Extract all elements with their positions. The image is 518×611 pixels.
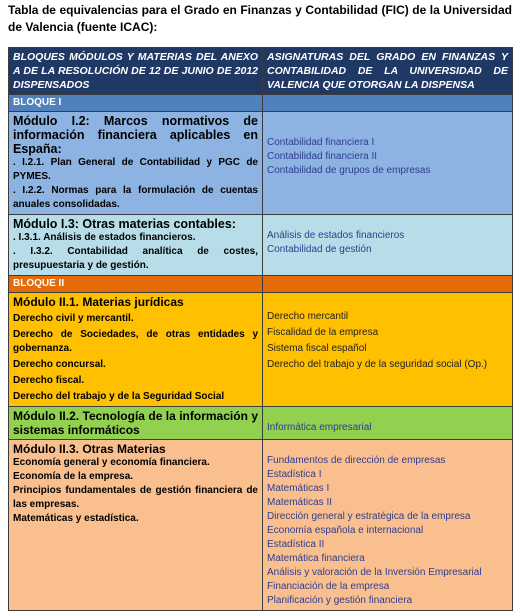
materia-item: . I.2.2. Normas para la formulación de cuentas anuales consolidadas. [13,185,258,210]
materia-item: Derecho del trabajo y de la Seguridad Social [13,391,225,402]
asignatura-item: Sistema fiscal español [267,343,367,354]
modulo-row [9,112,513,215]
asignaturas-cell [263,440,513,611]
modulo-row [9,293,513,407]
bloque-label: BLOQUE II [9,276,263,293]
materia-item: . I.3.1. Análisis de estados financieros. [13,232,196,243]
modulo-row [9,215,513,276]
asignatura-item: Contabilidad de grupos de empresas [267,165,431,176]
asignatura-item: Fiscalidad de la empresa [267,327,379,338]
materia-item: Economía de la empresa. [13,471,134,482]
asignatura-item: Contabilidad financiera II [267,151,378,162]
modulo-left-cell [9,215,263,276]
modulo-left-cell [9,407,263,440]
materia-item: Derecho de Sociedades, de otras entidades y gobernanza. [13,329,258,354]
asignatura-item: Dirección general y estratégica de la empresa [267,511,471,522]
asignatura-item: Contabilidad financiera I [267,137,375,148]
asignaturas-cell [263,215,513,276]
modulo-row [9,440,513,611]
materia-item: Derecho fiscal. [13,375,85,386]
materia-item: Derecho civil y mercantil. [13,313,134,324]
asignatura-item: Planificación y gestión financiera [267,595,413,606]
asignatura-item: Contabilidad de gestión [267,244,372,255]
modulo-title: Módulo I.2: Marcos normativos de información financiera aplicables en España: [13,114,258,156]
asignatura-item: Derecho mercantil [267,311,349,322]
modulo-title: Módulo I.3: Otras materias contables: [13,217,236,231]
asignatura-item: Informática empresarial [267,422,372,433]
asignatura-item: Estadística II [267,539,325,550]
modulo-title: Módulo II.2. Tecnología de la información y sistemas informáticos [13,409,258,437]
bloque-row [9,95,513,112]
asignatura-item: Fundamentos de dirección de empresas [267,455,446,466]
asignaturas-cell [263,407,513,440]
asignaturas-cell [263,293,513,407]
bloque-band-empty [263,95,513,112]
header-right: ASIGNATURAS DEL GRADO EN FINANZAS Y CONTABILIDAD DE LA UNIVERSIDAD DE VALENCIA QUE OTORGAN LA DISPENSA [263,48,513,95]
asignatura-item: Estadística I [267,469,322,480]
materia-item: . I.3.2. Contabilidad analítica de costes, presupuestaria y de gestión. [13,246,258,271]
header-left: BLOQUES MÓDULOS Y MATERIAS DEL ANEXO A DE LA RESOLUCIÓN DE 12 DE JUNIO DE 2012 DISPENSADOS [9,48,263,95]
materia-item: Matemáticas y estadística. [13,513,139,524]
asignatura-item: Análisis de estados financieros [267,230,405,241]
materia-item: Economía general y economía financiera. [13,457,210,468]
materia-item: Principios fundamentales de gestión financiera de las empresas. [13,485,258,510]
asignatura-item: Derecho del trabajo y de la seguridad social (Op.) [267,359,488,370]
asignatura-item: Economía española e internacional [267,525,424,536]
asignatura-item: Matemáticas II [267,497,333,508]
materia-item: Derecho concursal. [13,359,106,370]
materia-item: . I.2.1. Plan General de Contabilidad y PGC de PYMES. [13,157,258,182]
modulo-left-cell [9,293,263,407]
table-caption: Tabla de equivalencias para el Grado en Finanzas y Contabilidad (FIC) de la Universidad de Valencia (fuente ICAC): [8,3,512,34]
table-header-row [9,48,513,95]
bloque-row [9,276,513,293]
asignaturas-cell [263,112,513,215]
modulo-title: Módulo II.1. Materias jurídicas [13,295,184,309]
bloque-band-empty [263,276,513,293]
modulo-row [9,407,513,440]
asignatura-item: Matemáticas I [267,483,330,494]
equivalence-table [8,47,513,611]
modulo-title: Módulo II.3. Otras Materias [13,442,166,456]
asignatura-item: Financiación de la empresa [267,581,390,592]
modulo-left-cell [9,440,263,611]
bloque-label: BLOQUE I [9,95,263,112]
asignatura-item: Análisis y valoración de la Inversión Empresarial [267,567,482,578]
modulo-left-cell [9,112,263,215]
asignatura-item: Matemática financiera [267,553,365,564]
